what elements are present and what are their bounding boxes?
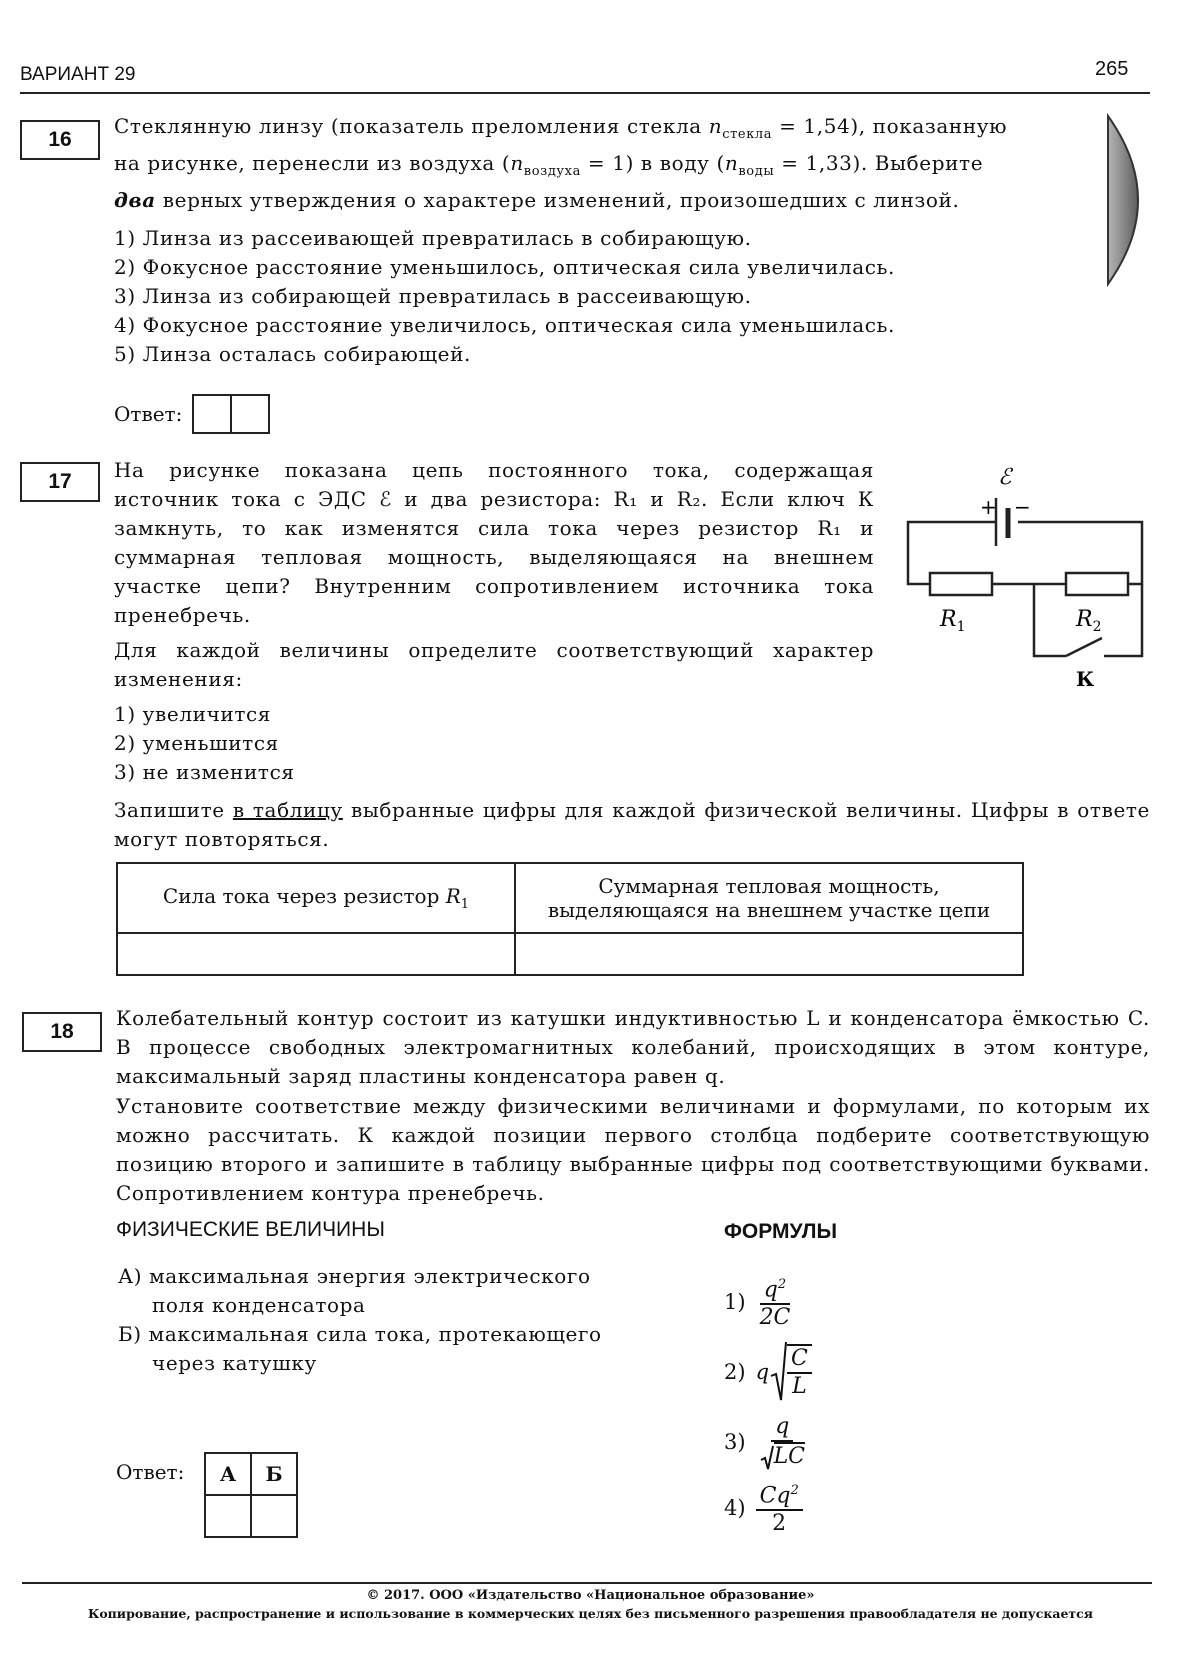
q17-para-2: Для каждой величины определите соответствующий характер изменения: (114, 638, 874, 691)
r1-label: $R_1$ (940, 607, 966, 635)
q18-item-a-line-2: поля конденсатора (152, 1293, 366, 1317)
variant-title: ВАРИАНТ 29 (20, 64, 136, 85)
q17-option-2: 2) уменьшится (114, 731, 279, 755)
lens-figure (1104, 112, 1160, 288)
q17-option-3: 3) не изменится (114, 760, 295, 784)
q16-statement (114, 112, 1074, 215)
question-number-18: 18 (22, 1012, 102, 1052)
formula-3: 3) $\frac{q}{LC}$ (724, 1414, 806, 1469)
q17-instruction: Запишите в таблицу выбранные цифры для каждой физической величины. Цифры в ответе могут повторяться. (114, 798, 1150, 851)
q18-item-b-line-1: Б) максимальная сила тока, протекающего (118, 1322, 602, 1346)
q18-answer-table (204, 1452, 298, 1538)
q17-para-1: На рисунке показана цепь постоянного тока, содержащая источник тока с ЭДС ℰ и два резистора: R₁ и R₂. Если ключ К замкнуть, то как изменятся сила тока через резистор R₁ и суммарная тепловая мощность, выделяющаяся на внешнем участке цепи? Внутренним сопротивлением источника тока пренебречь. (114, 458, 874, 627)
q16-answer (114, 394, 270, 434)
formula-4: 4) $\frac{Cq^2}{2}$ (724, 1478, 803, 1537)
q16-line-1: Стеклянную линзу (показатель преломления стекла $n_{стекла} = 1,54$), показанную (114, 114, 1008, 142)
question-number-17: 17 (20, 462, 100, 502)
footer-copyright: © 2017. ООО «Издательство «Национальное образование» (366, 1588, 815, 1603)
q18-para-2: Установите соответствие между физическими величинами и формулами, по которым их можно рассчитать. К каждой позиции первого столбца подберите соответствующую позицию второго и запишите в таблицу выбранные цифры под соответствующими буквами. Сопротивлением контура пренебречь. (116, 1094, 1150, 1205)
plus-sign: + (980, 495, 997, 519)
formula-2: 2) q $\frac{C}{L}$ (724, 1340, 812, 1404)
q16-answer-cell-2[interactable] (230, 396, 268, 432)
q17-col-2-header: Суммарная тепловая мощность, выделяющаяся на внешнем участке цепи (515, 863, 1023, 933)
q16-answer-cell-1[interactable] (194, 396, 230, 432)
q16-option-4: 4) Фокусное расстояние увеличилось, оптическая сила уменьшилась. (114, 313, 895, 337)
emf-label: ℰ (998, 465, 1012, 490)
q18-col-b-header: Б (251, 1453, 297, 1495)
q17-answer-cell-2[interactable] (515, 933, 1023, 975)
header-divider (20, 92, 1150, 94)
q17-option-1: 1) увеличится (114, 702, 272, 726)
q18-col1-title: ФИЗИЧЕСКИЕ ВЕЛИЧИНЫ (116, 1218, 385, 1241)
q18-item-a-line-1: А) максимальная энергия электрического (118, 1264, 591, 1288)
q16-answer-label: Ответ: (114, 402, 183, 426)
circuit-diagram (900, 460, 1160, 690)
q17-options (114, 700, 295, 787)
q16-option-3: 3) Линза из собирающей превратилась в рассеивающую. (114, 284, 752, 308)
q16-option-1: 1) Линза из рассеивающей превратилась в собирающую. (114, 226, 752, 250)
q18-item-b-line-2: через катушку (152, 1351, 317, 1375)
key-label: К (1076, 667, 1095, 690)
q18-items (118, 1262, 602, 1378)
q17-col-1-header: Сила тока через резистор $R_1$ (117, 863, 515, 933)
q16-line-3: два верных утверждения о характере изменений, произошедших с линзой. (114, 188, 960, 212)
q18-answer-label: Ответ: (116, 1460, 185, 1484)
minus-sign: − (1014, 495, 1031, 519)
q16-option-2: 2) Фокусное расстояние уменьшилось, оптическая сила увеличилась. (114, 255, 895, 279)
q16-option-5: 5) Линза осталась собирающей. (114, 342, 471, 366)
sqrt-icon (769, 1340, 787, 1404)
footer-divider (22, 1582, 1152, 1584)
footer-notice: Копирование, распространение и использование в коммерческих целях без письменного разрешения правообладателя не допускается (87, 1606, 1094, 1621)
q16-line-2: на рисунке, перенесли из воздуха $(n_{воздуха} = 1)$ в воду $(n_{воды} = 1,33)$. Выберите (114, 151, 984, 179)
q16-options (114, 224, 895, 369)
q18-answer-cell-b[interactable] (251, 1495, 297, 1537)
q18-answer-cell-a[interactable] (205, 1495, 251, 1537)
q18-para-1: Колебательный контур состоит из катушки индуктивностью L и конденсатора ёмкостью C. В процессе свободных электромагнитных колебаний, происходящих в этом контуре, максимальный заряд пластины конденсатора равен q. (116, 1006, 1150, 1088)
q18-col-a-header: А (205, 1453, 251, 1495)
question-number-16: 16 (20, 120, 100, 160)
formula-1: 1) $\frac{q^2}{2C}$ (724, 1272, 794, 1331)
q16-answer-cells (192, 394, 270, 434)
sqrt-icon (760, 1444, 774, 1470)
q17-answer-cell-1[interactable] (117, 933, 515, 975)
page-number: 265 (1095, 58, 1129, 80)
q18-col2-title: ФОРМУЛЫ (724, 1220, 838, 1243)
r2-label: $R_2$ (1076, 607, 1102, 635)
q17-answer-table (116, 862, 1024, 976)
